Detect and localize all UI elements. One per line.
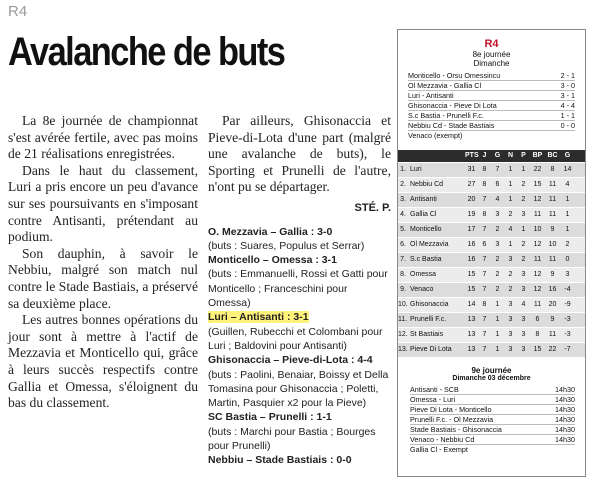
match-teams: Ghisonaccia - Pieve Di Lota xyxy=(408,101,497,110)
stat-cell: 4 xyxy=(495,196,500,203)
stat-cell: 11 xyxy=(548,196,557,203)
stat-cell: 3 xyxy=(521,271,526,278)
standings-col-header: N xyxy=(507,152,514,159)
standings-col-header: G xyxy=(494,152,501,159)
stat-cell: 2 xyxy=(521,181,526,188)
match-row xyxy=(408,131,575,140)
stat-cell: 1 xyxy=(565,211,570,218)
stat-cell: 10 xyxy=(533,226,542,233)
stat-cell: 15 xyxy=(467,286,476,293)
standings-row xyxy=(398,313,585,328)
stat-cell: 3 xyxy=(495,211,500,218)
stat-cell: 15 xyxy=(467,271,476,278)
standings-header xyxy=(398,150,585,163)
match-score: 0 - 0 xyxy=(560,121,575,130)
stat-cell: -3 xyxy=(564,316,571,323)
match-row xyxy=(408,121,575,131)
stat-cell: 1 xyxy=(508,181,513,188)
stat-cell: 3 xyxy=(565,271,570,278)
team: Omessa xyxy=(410,271,437,278)
team: Luri xyxy=(410,166,422,173)
rank: 7. xyxy=(400,256,406,263)
fixture-row xyxy=(410,445,575,454)
stat-cell: 7 xyxy=(482,196,487,203)
stat-cell: 12 xyxy=(533,241,542,248)
result-match: Nebbiu – Stade Bastiais : 0-0 xyxy=(208,454,352,467)
rank: 1. xyxy=(400,166,406,173)
rank: 2. xyxy=(400,181,406,188)
result-detail: (buts : Emmanuelli, Rossi et Gatti pour Monticello ; Franceschini pour Omessa) xyxy=(208,268,388,310)
paragraph: Les autres bonnes opérations du jour sont à mettre à l'actif de Mezzavia et Monticello qui, grâce à leurs succès respectifs contre Gallia et Omessa, s'éloignent du bas du classement. xyxy=(8,312,198,411)
stat-cell: 1 xyxy=(521,166,526,173)
standings-row xyxy=(398,268,585,283)
stat-cell: 20 xyxy=(467,196,476,203)
fixture-teams: Omessa - Luri xyxy=(410,395,456,404)
stat-cell: 10 xyxy=(548,241,557,248)
standings-col-header: J xyxy=(482,152,487,159)
stat-cell: -7 xyxy=(564,346,571,353)
stat-cell: 4 xyxy=(565,181,570,188)
stat-cell: 2 xyxy=(508,211,513,218)
standings-row xyxy=(398,193,585,208)
match-teams: Luri - Antisanti xyxy=(408,91,454,100)
result-match: SC Bastia – Prunelli : 1-1 xyxy=(208,411,332,424)
stat-cell: 3 xyxy=(508,346,513,353)
stat-cell: 11 xyxy=(533,301,542,308)
fixture-row xyxy=(410,385,575,395)
match-results xyxy=(408,71,575,140)
stat-cell: 6 xyxy=(535,316,540,323)
result-detail: (buts : Suares, Populus et Serrar) xyxy=(208,239,365,252)
stat-cell: 14 xyxy=(563,166,572,173)
team: Nebbiu Cd xyxy=(410,181,444,188)
match-row xyxy=(408,71,575,81)
paragraph: Dans le haut du classement, Luri a pris encore un peu d'avance sur ses poursuivants en s'imposant contre Antisanti, prétendant au podium. xyxy=(8,162,198,245)
match-teams: S.c Bastia - Prunelli F.c. xyxy=(408,111,484,120)
stat-cell: 20 xyxy=(548,301,557,308)
fixture-teams: Prunelli F.c. - Ol Mezzavia xyxy=(410,415,494,424)
fixture-row xyxy=(410,425,575,435)
stat-cell: 11 xyxy=(548,256,557,263)
stat-cell: 1 xyxy=(565,226,570,233)
stat-cell: 3 xyxy=(495,241,500,248)
rank: 12. xyxy=(398,331,408,338)
rank: 8. xyxy=(400,271,406,278)
stat-cell: 13 xyxy=(467,346,476,353)
stat-cell: 2 xyxy=(495,271,500,278)
stat-cell: 22 xyxy=(548,346,557,353)
stat-cell: -3 xyxy=(564,331,571,338)
stat-cell: 15 xyxy=(533,346,542,353)
stat-cell: 16 xyxy=(548,286,557,293)
stat-cell: 12 xyxy=(533,271,542,278)
fixture-teams: Pieve Di Lota - Monticello xyxy=(410,405,492,414)
next-date: Dimanche 03 décembre xyxy=(452,375,531,382)
stat-cell: 9 xyxy=(550,316,555,323)
match-row xyxy=(408,81,575,91)
stat-cell: 11 xyxy=(533,211,542,218)
result-detail: (Guillen, Rubecchi et Colombani pour Luri ; Baldovini pour Antisanti) xyxy=(208,325,383,352)
stat-cell: 8 xyxy=(482,181,487,188)
headline: Avalanche de buts xyxy=(8,30,285,74)
match-score: 4 - 4 xyxy=(560,101,575,110)
stat-cell: 7 xyxy=(482,271,487,278)
next-round: 9e journée xyxy=(471,366,512,375)
stat-cell: 2 xyxy=(521,241,526,248)
standings-row xyxy=(398,178,585,193)
stat-cell: 16 xyxy=(467,256,476,263)
stat-cell: 1 xyxy=(508,241,513,248)
league-box xyxy=(397,29,586,477)
stat-cell: 1 xyxy=(508,196,513,203)
stat-cell: 3 xyxy=(521,286,526,293)
team: Ol Mezzavia xyxy=(410,241,449,248)
stat-cell: 1 xyxy=(495,301,500,308)
standings-col-header: P xyxy=(521,152,526,159)
match-row xyxy=(408,91,575,101)
paragraph: La 8e journée de championnat s'est avérée fertile, avec pas moins de 21 réalisations enregistrées. xyxy=(8,113,198,162)
stat-cell: 6 xyxy=(495,181,500,188)
stat-cell: 3 xyxy=(508,301,513,308)
stat-cell: 1 xyxy=(495,331,500,338)
stat-cell: 1 xyxy=(495,316,500,323)
stat-cell: 11 xyxy=(548,211,557,218)
stat-cell: 7 xyxy=(482,331,487,338)
stat-cell: 3 xyxy=(508,331,513,338)
fixture-row xyxy=(410,405,575,415)
fixture-time: 14h30 xyxy=(555,415,575,424)
stat-cell: 8 xyxy=(482,166,487,173)
stat-cell: 8 xyxy=(482,301,487,308)
stat-cell: 22 xyxy=(533,166,542,173)
box-title: R4 xyxy=(484,38,499,50)
standings-col-header: PTS xyxy=(465,152,479,159)
match-score: 1 - 1 xyxy=(560,111,575,120)
stat-cell: 15 xyxy=(533,181,542,188)
stat-cell: 8 xyxy=(482,211,487,218)
stat-cell: 2 xyxy=(495,256,500,263)
standings-row xyxy=(398,238,585,253)
stat-cell: 16 xyxy=(467,241,476,248)
rank: 4. xyxy=(400,211,406,218)
standings-row xyxy=(398,223,585,238)
stat-cell: 11 xyxy=(548,181,557,188)
result-match: Ghisonaccia – Pieve-di-Lota : 4-4 xyxy=(208,354,373,367)
match-teams: Ol Mezzavia - Gallia Cl xyxy=(408,81,482,90)
stat-cell: 7 xyxy=(495,166,500,173)
team: Gallia Cl xyxy=(410,211,437,218)
stat-cell: 9 xyxy=(550,226,555,233)
section-tag: R4 xyxy=(8,3,28,20)
rank: 6. xyxy=(400,241,406,248)
stat-cell: 19 xyxy=(467,211,476,218)
stat-cell: 1 xyxy=(495,346,500,353)
stat-cell: 8 xyxy=(535,331,540,338)
fixture-teams: Venaco - Nebbiu Cd xyxy=(410,435,475,444)
stat-cell: 4 xyxy=(521,301,526,308)
stat-cell: 4 xyxy=(508,226,513,233)
result-detail: (buts : Marchi pour Bastia ; Bourges pour Prunelli) xyxy=(208,425,376,453)
standings-col-header: G xyxy=(564,152,571,159)
standings-row xyxy=(398,253,585,268)
box-day: Dimanche xyxy=(473,59,510,68)
fixture-time: 14h30 xyxy=(555,425,575,434)
standings-row xyxy=(398,283,585,298)
fixture-row xyxy=(410,435,575,445)
standings-row xyxy=(398,208,585,223)
stat-cell: 11 xyxy=(533,256,542,263)
rank: 9. xyxy=(400,286,406,293)
stat-cell: 14 xyxy=(467,301,476,308)
stat-cell: 3 xyxy=(508,316,513,323)
rank: 13. xyxy=(398,346,408,353)
team: Antisanti xyxy=(410,196,437,203)
stat-cell: 3 xyxy=(521,211,526,218)
rank: 3. xyxy=(400,196,406,203)
stat-cell: 1 xyxy=(565,196,570,203)
box-round: 8e journée xyxy=(472,50,511,59)
rank: 5. xyxy=(400,226,406,233)
fixture-time: 14h30 xyxy=(555,435,575,444)
match-row xyxy=(408,101,575,111)
fixture-row xyxy=(410,395,575,405)
team: Ghisonaccia xyxy=(410,301,449,308)
stat-cell: 2 xyxy=(521,196,526,203)
team: Pieve Di Lota xyxy=(410,346,452,353)
stat-cell: 0 xyxy=(565,256,570,263)
fixture-teams: Stade Bastiais - Ghisonaccia xyxy=(410,425,502,434)
paragraph: Son dauphin, à savoir le Nebbiu, malgré son match nul contre le Stade Bastiais, a préservé sa deuxième place. xyxy=(8,245,198,311)
fixture-time: 14h30 xyxy=(555,405,575,414)
stat-cell: 2 xyxy=(508,286,513,293)
match-teams: Monticello - Orsu Omessincu xyxy=(408,71,501,80)
stat-cell: 3 xyxy=(521,346,526,353)
stat-cell: 2 xyxy=(495,286,500,293)
result-match: Monticello – Omessa : 3-1 xyxy=(208,254,337,267)
fixture-time: 14h30 xyxy=(555,385,575,394)
article-column-2 xyxy=(208,113,391,468)
stat-cell: 7 xyxy=(482,346,487,353)
match-score: 2 - 1 xyxy=(560,71,575,80)
standings-col-header: BC xyxy=(547,152,558,159)
result-match-highlighted: Luri – Antisanti : 3-1 xyxy=(208,311,309,324)
paragraph: Par ailleurs, Ghisonaccia et Pieve-di-Lota d'une part (malgré une avalanche de buts), le Sporting et Prunelli de l'autre, n'ont pu se départager. xyxy=(208,113,391,195)
stat-cell: 7 xyxy=(482,256,487,263)
stat-cell: 8 xyxy=(550,166,555,173)
standings-col-header: BP xyxy=(532,152,543,159)
stat-cell: -9 xyxy=(564,301,571,308)
match-score: 3 - 1 xyxy=(560,91,575,100)
result-detail: (buts : Paolini, Benaiar, Boissy et Della Tomasina pour Ghisonaccia ; Poletti, Martin, Pasquier x2 pour la Pieve) xyxy=(208,368,389,410)
standings-row xyxy=(398,163,585,178)
signature: STÉ. P. xyxy=(354,201,391,214)
fixtures-list xyxy=(410,385,575,454)
match-row xyxy=(408,111,575,121)
stat-cell: 3 xyxy=(521,316,526,323)
stat-cell: 13 xyxy=(467,331,476,338)
article-column-1 xyxy=(8,113,198,412)
fixture-teams: Gallia Cl - Exempt xyxy=(410,445,468,454)
stat-cell: 2 xyxy=(508,271,513,278)
stat-cell: 7 xyxy=(482,226,487,233)
stat-cell: 6 xyxy=(482,241,487,248)
stat-cell: 17 xyxy=(467,226,476,233)
standings-row xyxy=(398,298,585,313)
fixture-time: 14h30 xyxy=(555,395,575,404)
results-list xyxy=(208,225,391,468)
stat-cell: -4 xyxy=(564,286,571,293)
match-score: 3 - 0 xyxy=(560,81,575,90)
fixture-teams: Antisanti - SCB xyxy=(410,385,459,394)
result-match: O. Mezzavia – Gallia : 3-0 xyxy=(208,225,333,238)
stat-cell: 7 xyxy=(482,316,487,323)
standings-row xyxy=(398,343,585,358)
stat-cell: 3 xyxy=(508,256,513,263)
stat-cell: 13 xyxy=(467,316,476,323)
stat-cell: 1 xyxy=(521,226,526,233)
rank: 10. xyxy=(398,301,408,308)
stat-cell: 31 xyxy=(467,166,476,173)
match-teams: Venaco (exempt) xyxy=(408,131,463,140)
stat-cell: 2 xyxy=(521,256,526,263)
match-teams: Nebbiu Cd - Stade Bastiais xyxy=(408,121,495,130)
stat-cell: 27 xyxy=(467,181,476,188)
stat-cell: 2 xyxy=(565,241,570,248)
fixture-row xyxy=(410,415,575,425)
rank: 11. xyxy=(398,316,408,323)
stat-cell: 7 xyxy=(482,286,487,293)
team: St Bastiais xyxy=(410,331,444,338)
stat-cell: 1 xyxy=(508,166,513,173)
stat-cell: 11 xyxy=(548,331,557,338)
stat-cell: 12 xyxy=(533,286,542,293)
stat-cell: 9 xyxy=(550,271,555,278)
team: S.c Bastia xyxy=(410,256,442,263)
stat-cell: 3 xyxy=(521,331,526,338)
team: Monticello xyxy=(410,226,442,233)
stat-cell: 12 xyxy=(533,196,542,203)
stat-cell: 2 xyxy=(495,226,500,233)
team: Prunelli F.c. xyxy=(410,316,447,323)
standings-table xyxy=(398,150,585,358)
standings-row xyxy=(398,328,585,343)
team: Venaco xyxy=(410,286,434,293)
